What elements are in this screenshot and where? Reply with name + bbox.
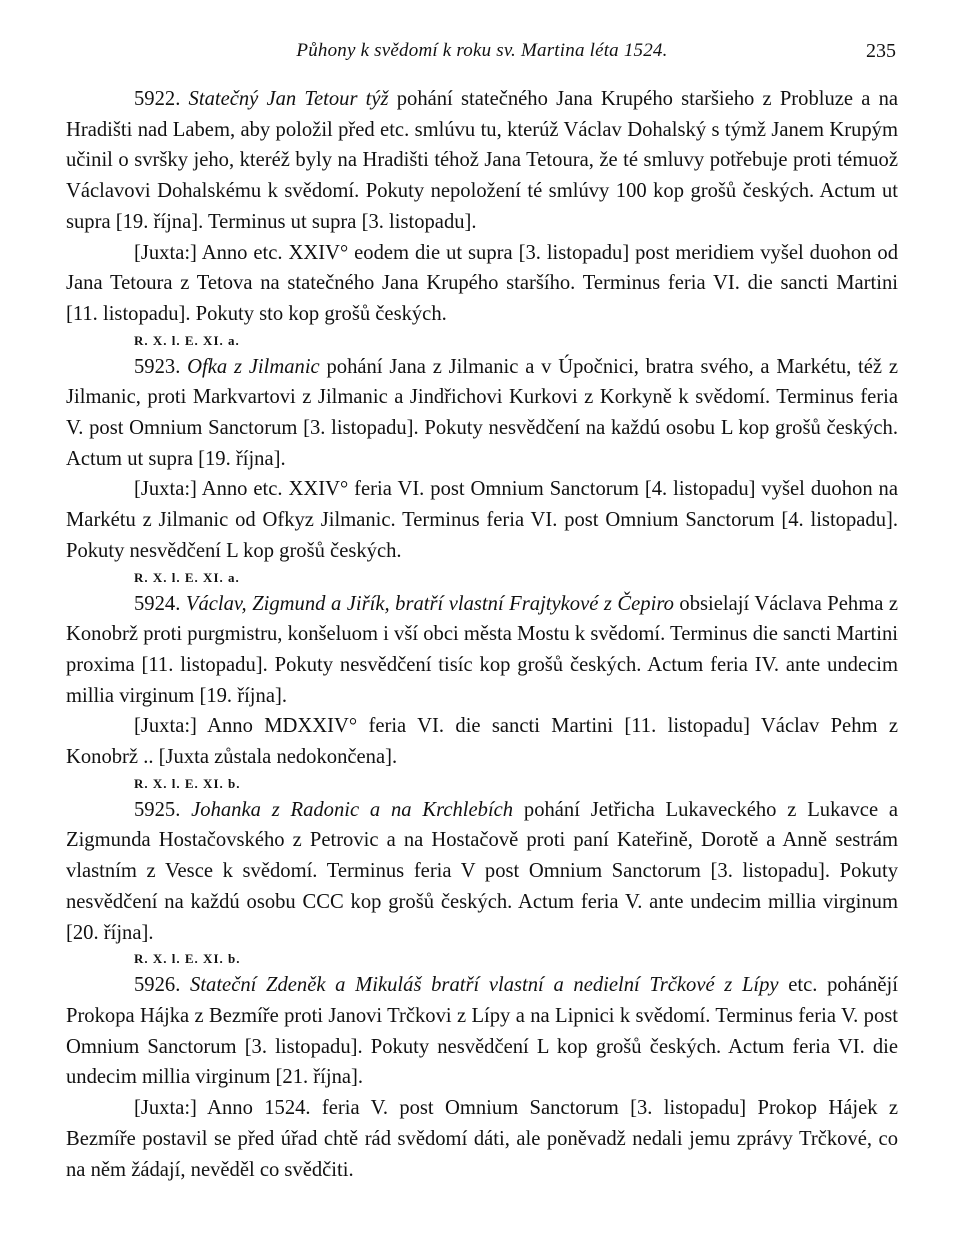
entry-text: etc. pohánějí Prokopa Hájka z Bezmíře proti Janovi Trčkovi z Lípy a na Lipnici k svědomí. Terminus feria V. post Omnium Sanctorum [3. listopadu]. Pokuty nesvědčení L kop grošů českých. Actum feria VI. die undecim millia virginum [21. října]. — [66, 974, 898, 1089]
entry-text: pohání statečného Jana Krupého staršieho z Probluze a na Hradišti nad Labem, aby položil před etc. smlúvu tu, kterúž Václav Dohalský s týmž Janem Krupým učinil o svršky jeho, kteréž byly na Hradišti téhož Jana Tetoura, že té smluvy potřebuje proti témuož Václavovi Dohalskému k svědomí. Pokuty nepoložení té smlúvy 100 kop grošů českých. Actum ut supra [19. října]. Terminus ut supra [3. listopadu]. — [66, 88, 899, 233]
entry-juxta: [Juxta:] Anno 1524. feria V. post Omnium Sanctorum [3. listopadu] Prokop Hájek z Bezmíře postavil se před úřad chtě rád svědomí dáti, ale poněvadž nedali jemu zprávy Trčkové, co na něm žádají, nevěděl co svědčiti. — [66, 1097, 898, 1181]
entry-parties: Johanka z Radonic a na Krchlebích — [191, 798, 514, 821]
entry-number: 5924. — [134, 592, 181, 615]
entry-juxta: [Juxta:] Anno MDXXIV° feria VI. die sancti Martini [11. listopadu] Václav Pehm z Konobrž .. [Juxta zůstala nedokončena]. — [66, 715, 898, 769]
entry-parties: Václav, Zigmund a Jiřík, bratří vlastní Frajtykové z Čepiro — [185, 592, 674, 615]
entry-signature: R. X. l. E. XI. a. — [134, 569, 240, 585]
entry-5922 — [66, 84, 898, 352]
entry-paragraph — [66, 84, 898, 238]
page-number: 235 — [866, 40, 896, 62]
entry-number: 5923. — [134, 355, 181, 378]
entry-parties: Stateční Zdeněk a Mikuláš bratří vlastní a nedielní Trčkové z Lípy — [190, 974, 779, 997]
entry-paragraph — [66, 970, 898, 1093]
entry-signature: R. X. l. E. XI. b. — [134, 951, 241, 967]
entry-number: 5926. — [134, 974, 181, 997]
entry-paragraph — [66, 795, 898, 949]
entry-text: pohání Jetřicha Lukaveckého z Lukavce a Zigmunda Hostačovského z Petrovic a na Hostačově proti paní Kateřině, Dorotě a Anně sestrám vlastním z Vesce k svědomí. Terminus feria V post Omnium Sanctorum [3. listopadu]. Pokuty nesvědčení na každú osobu CCC kop grošů českých. Actum feria V. ante undecim millia virginum [20. října]. — [66, 798, 899, 944]
entry-parties: Ofka z Jilmanic — [187, 355, 320, 378]
entry-signature: R. X. l. E. XI. b. — [134, 775, 241, 791]
running-title: Půhony k svědomí k roku sv. Martina léta 1524. — [296, 40, 668, 61]
entry-5925 — [66, 795, 898, 971]
entry-signature: R. X. l. E. XI. a. — [134, 332, 240, 348]
entry-number: 5925. — [134, 798, 181, 821]
entry-number: 5922. — [134, 88, 181, 110]
entry-juxta: [Juxta:] Anno etc. XXIV° feria VI. post Omnium Sanctorum [4. listopadu] vyšel duohon na Markétu z Jilmanic od Ofkyz Jilmanic. Terminus feria VI. post Omnium Sanctorum [4. listopadu]. Pokuty nesvědčení L kop grošů českých. — [66, 478, 898, 562]
entry-parties: Statečný Jan Tetour týž — [188, 88, 389, 110]
entry-paragraph — [66, 352, 898, 475]
entry-text: obsielají Václava Pehma z Konobrž proti purgmistru, konšeluom i vší obci města Mostu k svědomí. Terminus die sancti Martini proxima [11. listopadu]. Pokuty nesvědčení tisíc kop grošů českých. Actum feria IV. ante undecim millia virginum [19. října]. — [66, 592, 899, 707]
entry-text: pohání Jana z Jilmanic a v Úpočnici, bratra svého, a Markétu, též z Jilmanic, proti Markvartovi z Jilmanic a Jindřichovi Kurkovi z Korkyně k svědomí. Terminus feria V. post Omnium Sanctorum [3. listopadu]. Pokuty nesvědčení na každú osobu L kop grošů českých. Actum ut supra [19. října]. — [66, 355, 898, 470]
page-header — [66, 40, 898, 70]
entry-5926 — [66, 970, 898, 1185]
entry-5923 — [66, 352, 898, 589]
entry-paragraph — [66, 589, 898, 712]
entry-5924 — [66, 589, 898, 795]
entry-juxta: [Juxta:] Anno etc. XXIV° eodem die ut supra [3. listopadu] post meridiem vyšel duohon od Jana Tetoura z Tetova na statečného Jana Krupého staršího. Terminus feria VI. die sancti Martini [11. listopadu]. Pokuty sto kop grošů českých. — [66, 241, 898, 325]
document-body — [66, 84, 898, 1185]
